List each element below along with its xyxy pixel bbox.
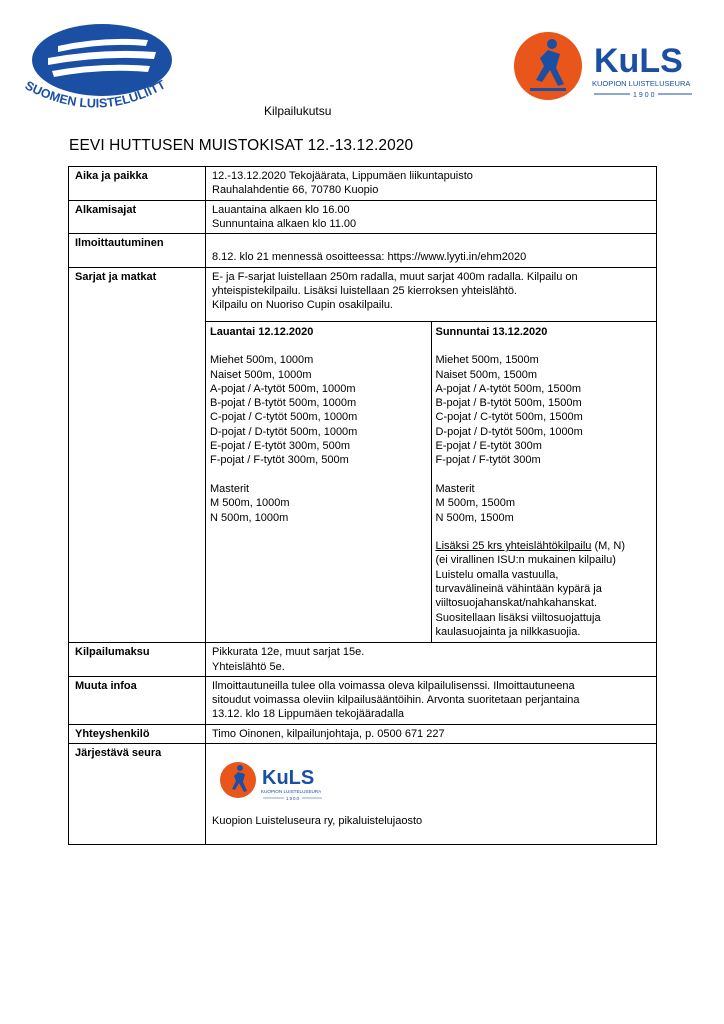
series-intro-line: E- ja F-sarjat luistellaan 250m radalla, muut sarjat 400m radalla. Kilpailu on [212,270,578,283]
sunday-series: Naiset 500m, 1500m [435,368,537,381]
saturday-series: Naiset 500m, 1000m [210,368,312,381]
saturday-series: B-pojat / B-tytöt 500m, 1000m [210,397,357,410]
sunday-series: D-pojat / D-tytöt 500m, 1000m [435,425,583,438]
row-registration [69,234,657,268]
saturday-heading: Lauantai 12.12.2020 [210,325,314,338]
sunday-series: B-pojat / B-tytöt 500m, 1500m [435,397,582,410]
label-start-times: Alkamisajat [69,200,206,234]
mass-start-note: kaulasuojainta ja nilkkasuojia. [435,625,581,638]
sunday-series: E-pojat / E-tytöt 300m [435,440,542,453]
row-series [69,267,657,642]
saturday-series: E-pojat / E-tytöt 300m, 500m [210,440,351,453]
mass-start-note: Luistelu omalla vastuulla, [435,568,559,581]
label-series: Sarjat ja matkat [69,267,206,642]
row-organizer [69,743,657,844]
svg-text:KuLS: KuLS [262,766,315,789]
sunday-series: F-pojat / F-tytöt 300m [435,454,541,467]
start-time-line: Sunnuntaina alkaen klo 11.00 [212,217,357,230]
sunday-series: C-pojat / C-tytöt 500m, 1500m [435,411,583,424]
sunday-masters: Masterit [435,482,475,495]
document-type: Kilpailukutsu [264,104,332,118]
time-place-line: 12.-13.12.2020 Tekojäärata, Lippumäen liikuntapuisto [212,170,473,182]
mass-start-classes: (M, N) [591,540,626,553]
svg-text:KuLS: KuLS [594,42,683,80]
contact-person: Timo Oinonen, kilpailunjohtaja, p. 0500 671 227 [212,727,445,740]
sunday-column [431,321,656,642]
row-start-times [69,200,657,234]
sunday-masters: M 500m, 1500m [435,497,515,510]
label-registration: Ilmoittautuminen [69,234,206,268]
other-info-line: 13.12. klo 18 Lippumäen tekojääradalla [212,708,405,721]
saturday-series: C-pojat / C-tytöt 500m, 1000m [210,411,358,424]
mass-start-note: (ei virallinen ISU:n mukainen kilpailu) [435,554,616,567]
svg-text:KUOPION LUISTELUSEURA: KUOPION LUISTELUSEURA [592,79,691,88]
label-time-place: Aika ja paikka [69,167,206,201]
label-fee: Kilpailumaksu [69,643,206,677]
fee-line: Pikkurata 12e, muut sarjat 15e. [212,646,365,659]
saturday-masters: M 500m, 1000m [210,497,290,510]
series-intro-line: yhteispistekilpailu. Lisäksi luistellaan 25 kierroksen yhteislähtö. [212,285,518,298]
saturday-masters: N 500m, 1000m [210,511,289,524]
sunday-heading: Sunnuntai 13.12.2020 [435,325,548,338]
start-time-line: Lauantaina alkaen klo 16.00 [212,203,350,216]
mass-start-heading [436,539,653,553]
time-place-line: Rauhalahdentie 66, 70780 Kuopio [212,184,379,197]
fee-line: Yhteislähtö 5e. [212,660,285,673]
svg-text:1900: 1900 [286,795,301,801]
svg-text:1900: 1900 [633,92,657,99]
kuls-small-logo [218,754,338,808]
saturday-column [206,321,431,642]
sunday-series: A-pojat / A-tytöt 500m, 1500m [435,382,582,395]
svg-text:SUOMEN LUISTELULIITTO: SUOMEN LUISTELULIITT [22,77,168,111]
saturday-series: Miehet 500m, 1000m [210,354,314,367]
row-fee [69,643,657,677]
suomen-luisteluliitto-logo [18,18,178,118]
sunday-masters: N 500m, 1500m [435,511,514,524]
svg-text:KUOPION LUISTELUSEURA: KUOPION LUISTELUSEURA [261,788,322,794]
saturday-series: F-pojat / F-tytöt 300m, 500m [210,454,349,467]
series-intro-line: Kilpailu on Nuoriso Cupin osakilpailu. [212,299,393,312]
row-other-info [69,676,657,724]
mass-start-note: Suositellaan lisäksi viiltosuojattuja [435,611,601,624]
registration-info: 8.12. klo 21 mennessä osoitteessa: https://www.lyyti.in/ehm2020 [212,251,527,264]
saturday-masters: Masterit [210,482,250,495]
label-organizer: Järjestävä seura [69,743,206,844]
series-days-table [206,321,656,643]
event-info-table [68,166,657,845]
row-time-place [69,167,657,201]
other-info-line: sitoudut voimassa oleviin kilpailusääntöihin. Arvonta suoritetaan perjantaina [212,694,580,707]
label-other-info: Muuta infoa [69,676,206,724]
mass-start-link: Lisäksi 25 krs yhteislähtökilpailu [435,540,592,553]
other-info-line: Ilmoittautuneilla tulee olla voimassa oleva kilpailulisenssi. Ilmoittautuneena [212,679,575,692]
row-contact [69,724,657,743]
mass-start-note: turvavälineinä vähintään kypärä ja [435,583,602,596]
kuls-logo [512,24,702,108]
saturday-series: A-pojat / A-tytöt 500m, 1000m [210,382,356,395]
label-contact: Yhteyshenkilö [69,724,206,743]
sunday-series: Miehet 500m, 1500m [435,354,539,367]
organizer-name: Kuopion Luisteluseura ry, pikaluistelujaosto [212,814,423,827]
saturday-series: D-pojat / D-tytöt 500m, 1000m [210,425,358,438]
event-title: EEVI HUTTUSEN MUISTOKISAT 12.-13.12.2020 [69,137,414,154]
mass-start-note: viiltosuojahanskat/nahkahanskat. [435,597,597,610]
